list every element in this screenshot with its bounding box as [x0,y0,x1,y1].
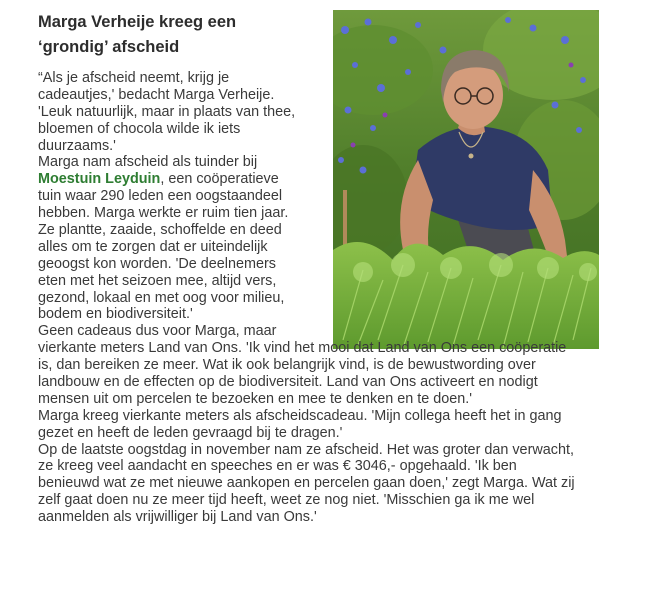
text-line: “Als je afscheid neemt, krijg je [38,70,230,86]
text-line: vierkante meters Land van Ons. 'Ik vind het mooi dat Land van Ons een coöperatie [38,340,567,357]
moestuin-leyduin-link[interactable]: Moestuin Leyduin [38,171,161,188]
text-fragment: , een coöperatieve [160,171,279,188]
article-body [38,70,638,526]
article-title-line: Marga Verheije kreeg een [38,13,237,31]
text-line: Geen cadeaus dus voor Marga, maar [38,323,277,340]
text-line: Op de laatste oogstdag in november nam ze afscheid. Het was groter dan verwacht, [38,441,574,458]
text-line: alles om te zorgen dat er uiteindelijk [38,238,268,255]
article-title-line: ‘grondig’ afscheid [38,38,180,56]
text-line: 'Leuk natuurlijk, maar in plaats van thee, [38,103,296,120]
text-line: gezet en heeft de leden gevraagd bij te dragen.' [38,424,343,441]
text-line: eten met het seizoen mee, altijd vers, [38,272,277,289]
text-line: Marga kreeg vierkante meters als afscheidscadeau. 'Mijn collega heeft het in gang [38,407,562,424]
text-line: bloemen of chocola wilde ik iets [38,120,241,137]
text-line: is, dan bereiken ze meer. Wat ik ook belangrijk vind, is de bewustwording over [38,357,536,374]
text-line: landbouw en de effecten op de biodiversiteit. Land van Ons activeert en nodigt [38,374,538,391]
text-line: geoogst kon worden. 'De deelnemers [38,255,276,272]
text-line: mensen uit om percelen te bezoeken en mee te denken en te doen.' [38,390,472,407]
text-line: Ze plantte, zaaide, schoffelde en deed [38,222,282,239]
text-line: gezond, lokaal en met oog voor milieu, [38,289,285,306]
text-line: tuin waar 290 leden een oogstaandeel [38,188,283,205]
text-line-with-link [38,171,638,188]
text-line: aanmelden als vrijwilliger bij Land van Ons.' [38,509,317,526]
article-title [38,10,288,60]
article [38,10,638,590]
text-line: bodem en biodiversiteit.' [38,306,193,323]
text-line: hebben. Marga werkte er ruim tien jaar. [38,205,289,222]
text-line: ze kreeg veel aandacht en speeches en er was € 3046,- opgehaald. 'Ik ben [38,458,517,475]
text-line: duurzaams.' [38,137,116,154]
text-line: cadeautjes,' bedacht Marga Verheije. [38,86,275,103]
text-line: zelf gaat doen nu ze meer tijd heeft, weet ze nog niet. 'Misschien ga ik me wel [38,492,535,509]
text-line: benieuwd wat ze met nieuwe aankopen en percelen gaan doen,' zegt Marga. Wat zij [38,475,575,492]
text-line: Marga nam afscheid als tuinder bij [38,154,258,171]
